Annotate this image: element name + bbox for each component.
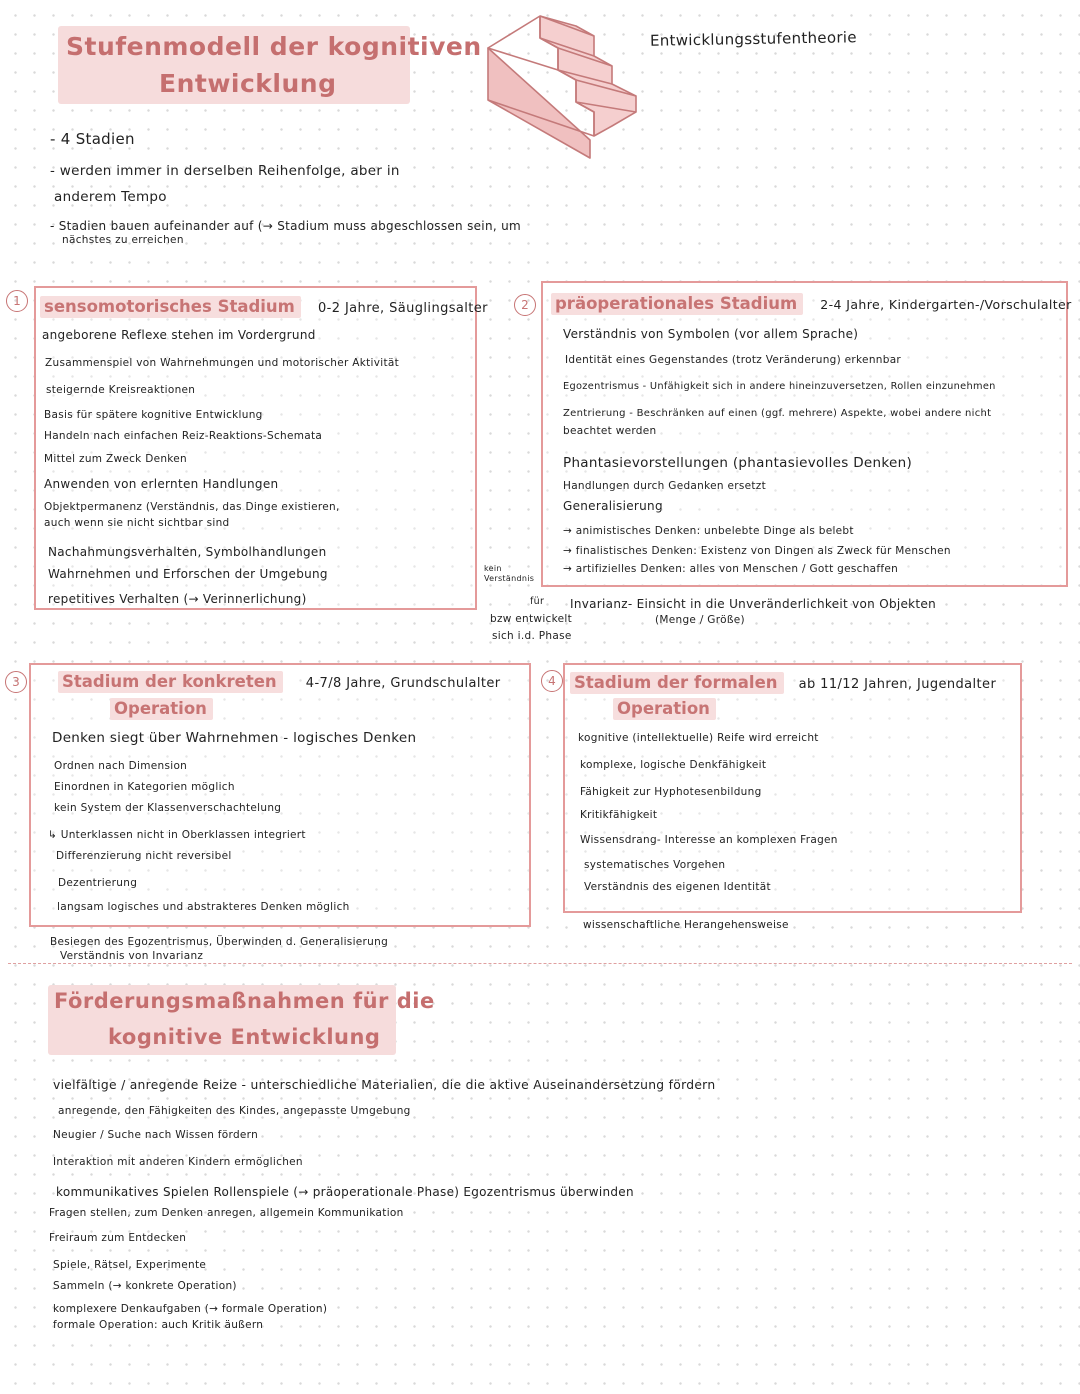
stage2-note: Verständnis xyxy=(484,574,535,583)
stage2-item: Generalisierung xyxy=(563,499,663,513)
stage1-item: Wahrnehmen und Erforschen der Umgebung xyxy=(48,567,328,581)
stage1-item: Anwenden von erlernten Handlungen xyxy=(44,477,279,491)
stage2-note: kein xyxy=(484,564,502,573)
stage2-invariance: Invarianz- Einsicht in die Unveränderlichkeit von Objekten xyxy=(570,597,937,611)
stage2-item: → animistisches Denken: unbelebte Dinge als belebt xyxy=(563,525,854,537)
stage2-item: → finalistisches Denken: Existenz von Dingen als Zweck für Menschen xyxy=(563,545,951,557)
stage3-item: Einordnen in Kategorien möglich xyxy=(54,781,235,793)
stage2-invariance-sub: (Menge / Größe) xyxy=(655,614,745,626)
stage3-header xyxy=(58,672,501,691)
stage1-item: repetitives Verhalten (→ Verinnerlichung) xyxy=(48,592,307,606)
stage2-item: Zentrierung - Beschränken auf einen (ggf. mehrere) Aspekte, wobei andere nicht xyxy=(563,408,992,419)
foerderung-title xyxy=(48,985,435,1055)
stage3-number: 3 xyxy=(5,671,27,693)
stage2-item: → artifizielles Denken: alles von Menschen / Gott geschaffen xyxy=(563,563,899,575)
stage3-title-line2: Operation xyxy=(110,698,213,720)
foerderung-line: vielfältige / anregende Reize - unterschiedliche Materialien, die die aktive Auseinandersetzung fördern xyxy=(53,1078,716,1092)
side-note: Entwicklungsstufentheorie xyxy=(649,28,857,50)
foerderung-line: Fragen stellen, zum Denken anregen, allgemein Kommunikation xyxy=(49,1207,404,1219)
foerderung-line: Sammeln (→ konkrete Operation) xyxy=(53,1280,237,1292)
stage2-item: Egozentrismus - Unfähigkeit sich in andere hineinzuversetzen, Rollen einzunehmen xyxy=(563,381,996,392)
stage3-item: kein System der Klassenverschachtelung xyxy=(54,802,282,814)
stage3-title: Stadium der konkreten xyxy=(58,671,283,693)
stage1-item: Mittel zum Zweck Denken xyxy=(44,453,188,465)
intro-line3: anderem Tempo xyxy=(54,189,167,205)
stage2-item: Phantasievorstellungen (phantasievolles Denken) xyxy=(563,455,913,471)
foerderung-line: anregende, den Fähigkeiten des Kindes, angepasste Umgebung xyxy=(58,1105,411,1117)
stage4-age: ab 11/12 Jahren, Jugendalter xyxy=(798,677,997,692)
foerderung-line: Interaktion mit anderen Kindern ermöglichen xyxy=(53,1156,303,1168)
stage1-item: auch wenn sie nicht sichtbar sind xyxy=(44,517,230,529)
stage1-age: 0-2 Jahre, Säuglingsalter xyxy=(317,301,488,316)
stage1-item: Objektpermanenz (Verständnis, das Dinge existieren, xyxy=(44,501,340,513)
stage2-item: Verständnis von Symbolen (vor allem Sprache) xyxy=(563,327,859,341)
stage2-number: 2 xyxy=(514,294,536,316)
stage3-item: Differenzierung nicht reversibel xyxy=(56,850,232,862)
intro-line2: - werden immer in derselben Reihenfolge, aber in xyxy=(50,163,400,179)
foerderung-line: Spiele, Rätsel, Experimente xyxy=(53,1259,207,1271)
intro-line1: - 4 Stadien xyxy=(50,130,135,148)
stage3-below: Verständnis von Invarianz xyxy=(60,950,204,962)
stage4-item: systematisches Vorgehen xyxy=(584,859,726,871)
stage2-item: Handlungen durch Gedanken ersetzt xyxy=(563,480,767,492)
stage4-header xyxy=(570,673,996,692)
stage3-item: Denken siegt über Wahrnehmen - logisches Denken xyxy=(52,730,417,746)
stage2-title: präoperationales Stadium xyxy=(551,293,803,315)
stage1-item: Basis für spätere kognitive Entwicklung xyxy=(44,409,263,421)
foerderung-line: kommunikatives Spielen Rollenspiele (→ präoperationale Phase) Egozentrismus überwinden xyxy=(56,1185,634,1199)
stage3-item: Ordnen nach Dimension xyxy=(54,760,188,772)
main-title xyxy=(58,26,482,104)
stage4-item: kognitive (intellektuelle) Reife wird erreicht xyxy=(578,732,819,744)
foerderung-title-line2: kognitive Entwicklung xyxy=(108,1025,381,1049)
stage1-title: sensomotorisches Stadium xyxy=(40,296,301,318)
stage4-item: Kritikfähigkeit xyxy=(580,809,658,821)
main-title-line2: Entwicklung xyxy=(159,69,337,98)
intro-line4: - Stadien bauen aufeinander auf (→ Stadium muss abgeschlossen sein, um xyxy=(50,219,521,233)
foerderung-line: komplexere Denkaufgaben (→ formale Operation) xyxy=(53,1303,328,1315)
stage3-age: 4-7/8 Jahre, Grundschulalter xyxy=(305,676,501,691)
stage2-note: sich i.d. Phase xyxy=(492,630,572,642)
stage4-item: Verständnis des eigenen Identität xyxy=(584,881,771,893)
main-title-line1: Stufenmodell der kognitiven xyxy=(66,32,482,61)
staircase-icon xyxy=(482,8,642,160)
stage3-item: ↳ Unterklassen nicht in Oberklassen integriert xyxy=(48,829,306,841)
foerderung-title-line1: Förderungsmaßnahmen für die xyxy=(54,989,435,1013)
stage2-item: Identität eines Gegenstandes (trotz Veränderung) erkennbar xyxy=(565,354,902,366)
stage2-note: für xyxy=(530,596,545,607)
stage4-title-line2: Operation xyxy=(613,698,716,720)
stage2-note: bzw entwickelt xyxy=(490,613,573,625)
stage3-item: Dezentrierung xyxy=(58,877,138,889)
stage1-item: Zusammenspiel von Wahrnehmungen und motorischer Aktivität xyxy=(45,357,400,369)
stage2-item: beachtet werden xyxy=(563,425,657,437)
foerderung-line: formale Operation: auch Kritik äußern xyxy=(53,1319,264,1331)
stage4-item: Fähigkeit zur Hyphotesenbildung xyxy=(580,786,762,798)
stage1-item: steigernde Kreisreaktionen xyxy=(46,384,196,396)
foerderung-line: Freiraum zum Entdecken xyxy=(49,1232,187,1244)
section-divider xyxy=(8,963,1072,964)
stage2-header xyxy=(551,294,1072,313)
stage4-number: 4 xyxy=(541,670,563,692)
intro-line5: nächstes zu erreichen xyxy=(62,234,184,246)
stage1-item: Nachahmungsverhalten, Symbolhandlungen xyxy=(48,545,327,559)
stage1-header xyxy=(40,297,488,316)
stage3-item: langsam logisches und abstrakteres Denken möglich xyxy=(57,901,350,913)
stage1-number: 1 xyxy=(6,290,28,312)
foerderung-line: Neugier / Suche nach Wissen fördern xyxy=(53,1129,259,1141)
stage4-below: wissenschaftliche Herangehensweise xyxy=(583,919,789,931)
stage3-below: Besiegen des Egozentrismus, Überwinden d. Generalisierung xyxy=(50,936,389,948)
stage4-title: Stadium der formalen xyxy=(570,672,784,694)
stage4-item: komplexe, logische Denkfähigkeit xyxy=(580,759,767,771)
stage1-item: angeborene Reflexe stehen im Vordergrund xyxy=(42,328,316,342)
stage1-item: Handeln nach einfachen Reiz-Reaktions-Schemata xyxy=(44,430,323,442)
stage2-age: 2-4 Jahre, Kindergarten-/Vorschulalter xyxy=(820,297,1072,312)
stage4-item: Wissensdrang- Interesse an komplexen Fragen xyxy=(580,834,838,846)
